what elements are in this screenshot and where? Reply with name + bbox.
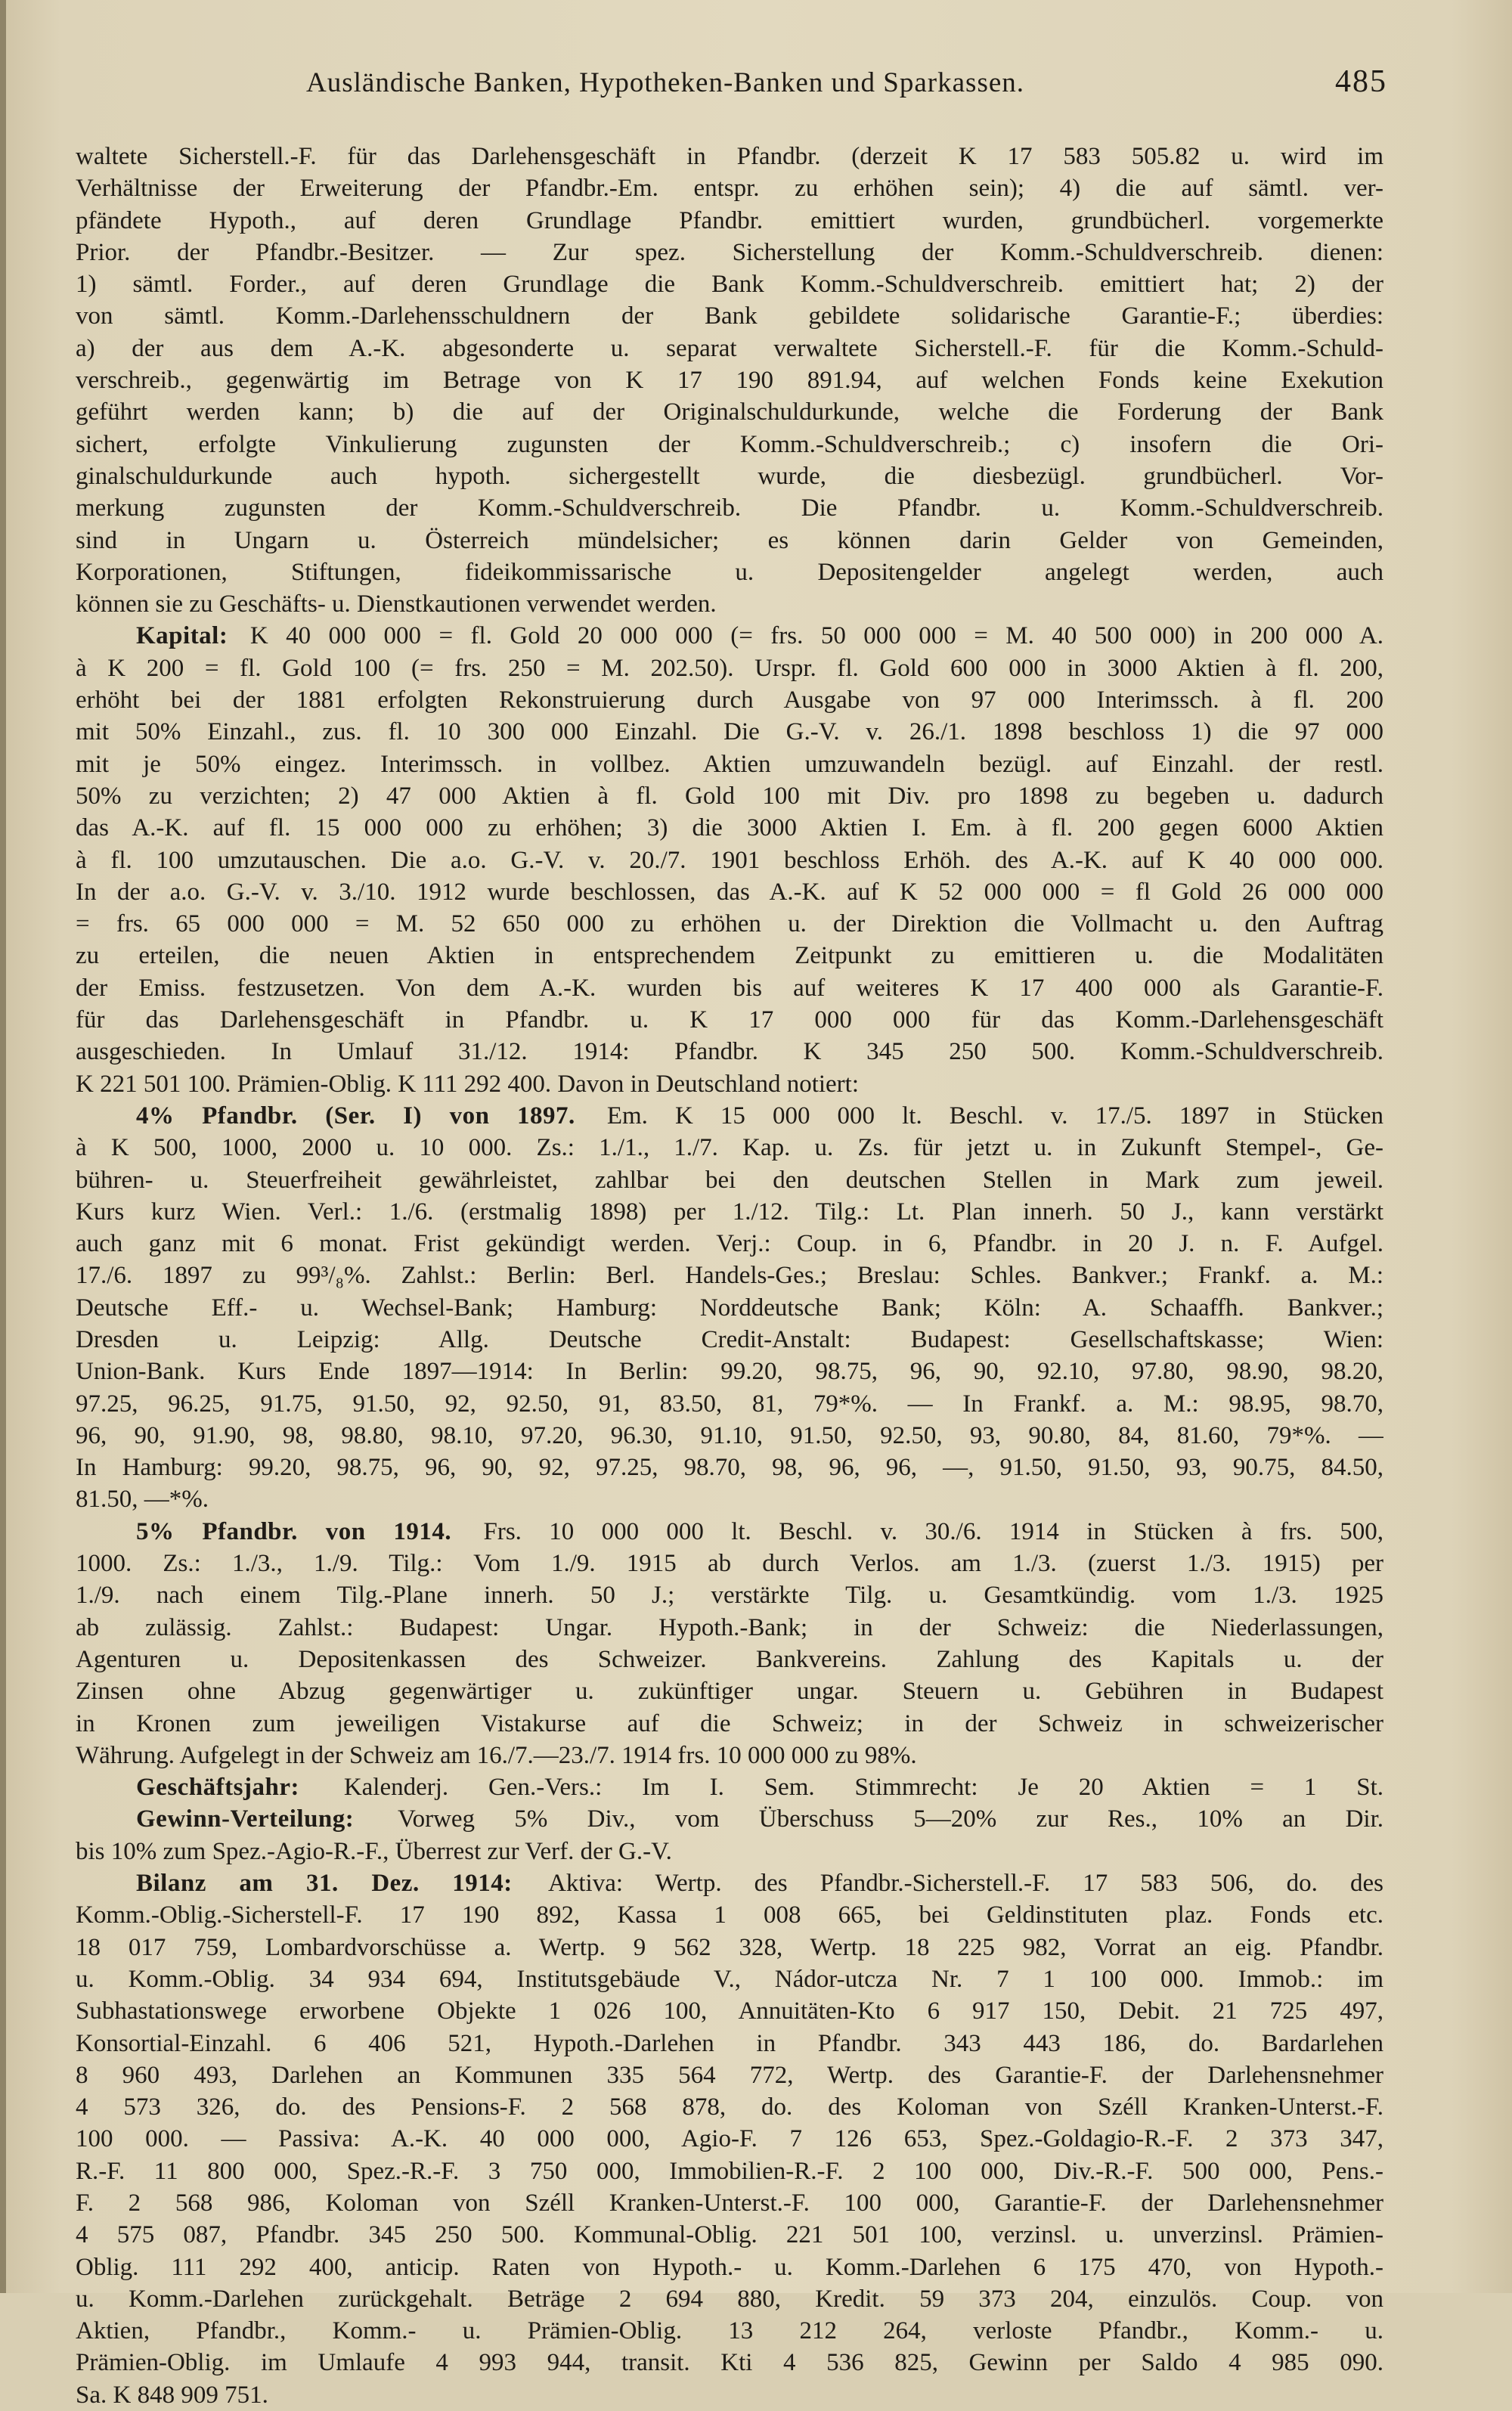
line-text: 1) sämtl. Forder., auf deren Grundlage die Bank Komm.-Schuldverschreib. emittiert hat; 2) der [76, 271, 1383, 299]
text-line [76, 1196, 1383, 1228]
line-text: bis 10% zum Spez.-Agio-R.-F., Überrest zur Verf. der G.-V. [76, 1837, 672, 1865]
text-line [76, 1388, 1383, 1420]
text-line [76, 780, 1383, 812]
line-text: ab zulässig. Zahlst.: Budapest: Ungar. Hypoth.-Bank; in der Schweiz: die Niederlassungen, [76, 1613, 1383, 1641]
line-text: waltete Sicherstell.-F. für das Darlehensgeschäft in Pfandbr. (derzeit K 17 583 505.82 u. wird im [76, 143, 1383, 170]
line-text: ausgeschieden. In Umlauf 31./12. 1914: Pfandbr. K 345 250 500. Komm.-Schuldverschreib. [76, 1038, 1383, 1066]
line-text: R.-F. 11 800 000, Spez.-R.-F. 3 750 000, Immobilien-R.-F. 2 100 000, Div.-R.-F. 500 000, Pens.- [76, 2157, 1383, 2185]
line-text: Korporationen, Stiftungen, fideikommissarische u. Depositengelder angelegt werden, auch [76, 558, 1383, 586]
line-text: mit 50% Einzahl., zus. fl. 10 300 000 Einzahl. Die G.-V. v. 26./1. 1898 beschloss 1) die 97 000 [76, 718, 1383, 746]
text-line [76, 652, 1383, 684]
text-line [76, 2315, 1383, 2347]
line-text: verschreib., gegenwärtig im Betrage von K 17 190 891.94, auf welchen Fonds keine Exekution [76, 367, 1383, 395]
text-line [76, 1324, 1383, 1356]
text-line [76, 429, 1383, 460]
line-text: Verhältnisse der Erweiterung der Pfandbr.-Em. entspr. zu erhöhen sein); 4) die auf sämtl. ver- [76, 175, 1383, 203]
text-line [76, 812, 1383, 844]
line-text: merkung zugunsten der Komm.-Schuldverschreib. Die Pfandbr. u. Komm.-Schuldverschreib. [76, 494, 1383, 522]
text-line [76, 1420, 1383, 1452]
line-text: zu erteilen, die neuen Aktien in entsprechendem Zeitpunkt zu emittieren u. die Modalitäten [76, 942, 1383, 970]
line-text: Em. K 15 000 000 lt. Beschl. v. 17./5. 1897 in Stücken [606, 1102, 1383, 1130]
line-text: In Hamburg: 99.20, 98.75, 96, 90, 92, 97.25, 98.70, 98, 96, 96, —, 91.50, 91.50, 93, 90.75, 84.50, [76, 1454, 1383, 1482]
text-line [76, 2155, 1383, 2187]
line-text: 17./6. 1897 zu 99³/₈%. Zahlst.: Berlin: Berl. Handels-Ges.; Breslau: Schles. Bankver.; Frankf. a. M.: [76, 1262, 1383, 1290]
text-line [76, 1579, 1383, 1611]
text-line [76, 2028, 1383, 2059]
text-line [76, 2379, 1383, 2411]
text-line [76, 172, 1383, 204]
section-lead: 4% Pfandbr. (Ser. I) von 1897. [136, 1102, 575, 1130]
line-text: à K 500, 1000, 2000 u. 10 000. Zs.: 1./1., 1./7. Kap. u. Zs. für jetzt u. in Zukunft Stempel-, Ge- [76, 1134, 1383, 1162]
text-line [76, 525, 1383, 556]
line-text: u. Komm.-Oblig. 34 934 694, Institutsgebäude V., Nádor-utcza Nr. 7 1 100 000. Immob.: im [76, 1965, 1383, 1993]
text-line [76, 396, 1383, 428]
text-line [76, 2059, 1383, 2091]
text-line [76, 2187, 1383, 2219]
line-text: Dresden u. Leipzig: Allg. Deutsche Credit-Anstalt: Budapest: Gesellschaftskasse; Wien: [76, 1325, 1383, 1353]
line-text: K 221 501 100. Prämien-Oblig. K 111 292 400. Davon in Deutschland notiert: [76, 1070, 860, 1098]
line-text: pfändete Hypoth., auf deren Grundlage Pfandbr. emittiert wurden, grundbücherl. vorgemerkte [76, 206, 1383, 234]
line-text: sichert, erfolgte Vinkulierung zugunsten der Komm.-Schuldverschreib.; c) insofern die Ori- [76, 430, 1383, 458]
line-text: In der a.o. G.-V. v. 3./10. 1912 wurde beschlossen, das A.-K. auf K 52 000 000 = fl Gold 26 000 000 [76, 878, 1383, 906]
line-text: das A.-K. auf fl. 15 000 000 zu erhöhen; 3) die 3000 Aktien I. Em. à fl. 200 gegen 6000 Aktien [76, 814, 1383, 842]
line-text: geführt werden kann; b) die auf der Originalschuldurkunde, welche die Forderung der Bank [76, 398, 1383, 426]
text-line [76, 1036, 1383, 1068]
line-text: Union-Bank. Kurs Ende 1897—1914: In Berlin: 99.20, 98.75, 96, 90, 92.10, 97.80, 98.90, 98.20, [76, 1358, 1383, 1386]
section-lead: Gewinn-Verteilung: [136, 1805, 355, 1833]
line-text: Aktien, Pfandbr., Komm.- u. Prämien-Oblig. 13 212 264, verloste Pfandbr., Komm.- u. [76, 2317, 1383, 2345]
line-text: 4 575 087, Pfandbr. 345 250 500. Kommunal-Oblig. 221 501 100, verzinsl. u. unverzinsl. Prämien- [76, 2221, 1383, 2249]
text-line [76, 1644, 1383, 1675]
text-line [76, 1899, 1383, 1931]
text-line [76, 1612, 1383, 1644]
text-line [76, 1836, 1383, 1867]
line-text: 96, 90, 91.90, 98, 98.80, 98.10, 97.20, 96.30, 91.10, 91.50, 92.50, 93, 90.80, 84, 81.60, 79*%. — [76, 1421, 1383, 1449]
text-line [76, 1932, 1383, 1963]
text-line [76, 620, 1383, 652]
text-line [76, 2091, 1383, 2123]
line-text: Kalenderj. Gen.-Vers.: Im I. Sem. Stimmrecht: Je 20 Aktien = 1 St. [343, 1774, 1383, 1802]
text-line [76, 972, 1383, 1004]
text-line [76, 940, 1383, 972]
line-text: auch ganz mit 6 monat. Frist gekündigt werden. Verj.: Coup. in 6, Pfandbr. in 20 J. n. F. Aufgel. [76, 1230, 1383, 1258]
line-text: 1000. Zs.: 1./3., 1./9. Tilg.: Vom 1./9. 1915 ab durch Verlos. am 1./3. (zuerst 1./3. 1915) per [76, 1550, 1383, 1578]
running-title: Ausländische Banken, Hypotheken-Banken und Sparkassen. [306, 67, 1025, 98]
line-text: à fl. 100 umzutauschen. Die a.o. G.-V. v. 20./7. 1901 beschloss Erhöh. des A.-K. auf K 40 000 000. [76, 846, 1383, 874]
line-text: 50% zu verzichten; 2) 47 000 Aktien à fl. Gold 100 mit Div. pro 1898 zu begeben u. dadurch [76, 782, 1383, 810]
text-line [76, 1867, 1383, 1899]
text-line [76, 1963, 1383, 1995]
line-text: sind in Ungarn u. Österreich mündelsicher; es können darin Gelder von Gemeinden, [76, 526, 1383, 554]
text-line [76, 1548, 1383, 1579]
text-line [76, 300, 1383, 332]
text-line [76, 1068, 1383, 1100]
text-line [76, 1132, 1383, 1164]
line-text: Konsortial-Einzahl. 6 406 521, Hypoth.-Darlehen in Pfandbr. 343 443 186, do. Bardarlehen [76, 2029, 1383, 2057]
page-number: 485 [1335, 64, 1387, 99]
text-line [76, 268, 1383, 300]
text-line [76, 2123, 1383, 2155]
line-text: 81.50, —*%. [76, 1486, 209, 1514]
line-text: u. Komm.-Darlehen zurückgehalt. Beträge 2 694 880, Kredit. 59 373 204, einzulös. Coup. von [76, 2285, 1383, 2313]
text-line [76, 492, 1383, 524]
text-line [76, 908, 1383, 940]
line-text: Subhastationswege erworbene Objekte 1 026 100, Annuitäten-Kto 6 917 150, Debit. 21 725 497, [76, 1997, 1383, 2025]
line-text: Deutsche Eff.- u. Wechsel-Bank; Hamburg: Norddeutsche Bank; Köln: A. Schaaffh. Bankver.; [76, 1294, 1383, 1322]
section-lead: Geschäftsjahr: [136, 1774, 299, 1802]
line-text: können sie zu Geschäfts- u. Dienstkautionen verwendet werden. [76, 590, 717, 618]
text-line [76, 2283, 1383, 2315]
text-line [76, 716, 1383, 748]
text-line [76, 2251, 1383, 2283]
line-text: Aktiva: Wertp. des Pfandbr.-Sicherstell.-F. 17 583 506, do. des [548, 1870, 1383, 1898]
section-lead: 5% Pfandbr. von 1914. [136, 1517, 452, 1545]
text-line [76, 141, 1383, 172]
line-text: Sa. K 848 909 751. [76, 2381, 268, 2409]
line-text: von sämtl. Komm.-Darlehensschuldnern der Bank gebildete solidarische Garantie-F.; überdies: [76, 302, 1383, 330]
text-line [76, 1100, 1383, 1132]
text-line [76, 1675, 1383, 1707]
text-line [76, 1452, 1383, 1483]
line-text: 1./9. nach einem Tilg.-Plane innerh. 50 J.; verstärkte Tilg. u. Gesamtkündig. vom 1./3. 1925 [76, 1582, 1383, 1610]
line-text: Vorweg 5% Div., vom Überschuss 5—20% zur Res., 10% an Dir. [398, 1805, 1383, 1833]
text-line [76, 333, 1383, 364]
line-text: = frs. 65 000 000 = M. 52 650 000 zu erhöhen u. der Direktion die Vollmacht u. den Auftrag [76, 910, 1383, 938]
text-line [76, 2347, 1383, 2378]
line-text: Komm.-Oblig.-Sicherstell-F. 17 190 892, Kassa 1 008 665, bei Geldinstituten plaz. Fonds etc. [76, 1901, 1383, 1929]
text-line [76, 1228, 1383, 1260]
line-text: mit je 50% eingez. Interimssch. in vollbez. Aktien umzuwandeln bezügl. auf Einzahl. der restl. [76, 750, 1383, 778]
line-text: Zinsen ohne Abzug gegenwärtiger u. zukünftiger ungar. Steuern u. Gebühren in Budapest [76, 1678, 1383, 1706]
text-line [76, 1516, 1383, 1548]
section-lead: Kapital: [136, 622, 228, 650]
page-edge [0, 0, 6, 2293]
text-line [76, 876, 1383, 908]
line-text: 100 000. — Passiva: A.-K. 40 000 000, Agio-F. 7 126 653, Spez.-Goldagio-R.-F. 2 373 347, [76, 2125, 1383, 2153]
text-line [76, 844, 1383, 876]
text-line [76, 205, 1383, 237]
line-text: für das Darlehensgeschäft in Pfandbr. u. K 17 000 000 für das Komm.-Darlehensgeschäft [76, 1006, 1383, 1034]
text-line [76, 1356, 1383, 1387]
text-line [76, 748, 1383, 780]
line-text: Prämien-Oblig. im Umlaufe 4 993 944, transit. Kti 4 536 825, Gewinn per Saldo 4 985 090. [76, 2349, 1383, 2377]
text-line [76, 1995, 1383, 2027]
line-text: Oblig. 111 292 400, anticip. Raten von Hypoth.- u. Komm.-Darlehen 6 175 470, von Hypoth.- [76, 2253, 1383, 2281]
text-line [76, 1004, 1383, 1036]
text-line [76, 556, 1383, 588]
line-text: a) der aus dem A.-K. abgesonderte u. separat verwaltete Sicherstell.-F. für die Komm.-Schuld- [76, 334, 1383, 362]
line-text: in Kronen zum jeweiligen Vistakurse auf die Schweiz; in der Schweiz in schweizerischer [76, 1709, 1383, 1737]
text-line [76, 364, 1383, 396]
text-line [76, 1164, 1383, 1196]
line-text: Frs. 10 000 000 lt. Beschl. v. 30./6. 1914 in Stücken à frs. 500, [483, 1517, 1383, 1545]
section-lead: Bilanz am 31. Dez. 1914: [136, 1870, 513, 1898]
text-line [76, 1740, 1383, 1771]
text-line [76, 1260, 1383, 1291]
line-text: Währung. Aufgelegt in der Schweiz am 16./7.—23./7. 1914 frs. 10 000 000 zu 98%. [76, 1741, 917, 1769]
text-line [76, 2219, 1383, 2251]
line-text: Prior. der Pfandbr.-Besitzer. — Zur spez. Sicherstellung der Komm.-Schuldverschreib. dienen: [76, 238, 1383, 266]
text-line [76, 237, 1383, 268]
line-text: ginalschuldurkunde auch hypoth. sichergestellt wurde, die diesbezügl. grundbücherl. Vor- [76, 462, 1383, 490]
line-text: 97.25, 96.25, 91.75, 91.50, 92, 92.50, 91, 83.50, 81, 79*%. — In Frankf. a. M.: 98.95, 98.70, [76, 1390, 1383, 1418]
line-text: der Emiss. festzusetzen. Von dem A.-K. wurden bis auf weiteres K 17 400 000 als Garantie-F. [76, 974, 1383, 1002]
text-line [76, 1292, 1383, 1324]
line-text: 4 573 326, do. des Pensions-F. 2 568 878, do. des Koloman von Széll Kranken-Unterst.-F. [76, 2093, 1383, 2121]
line-text: 18 017 759, Lombardvorschüsse a. Wertp. 9 562 328, Wertp. 18 225 982, Vorrat an eig. Pfandbr. [76, 1933, 1383, 1961]
line-text: bühren- u. Steuerfreiheit gewährleistet, zahlbar bei den deutschen Stellen in Mark zum jeweil. [76, 1166, 1383, 1194]
line-text: erhöht bei der 1881 erfolgten Rekonstruierung durch Ausgabe von 97 000 Interimssch. à fl. 200 [76, 686, 1383, 714]
line-text: 8 960 493, Darlehen an Kommunen 335 564 772, Wertp. des Garantie-F. der Darlehensnehmer [76, 2061, 1383, 2089]
line-text: Kurs kurz Wien. Verl.: 1./6. (erstmalig 1898) per 1./12. Tilg.: Lt. Plan innerh. 50 J., kann verstärkt [76, 1198, 1383, 1226]
line-text: à K 200 = fl. Gold 100 (= frs. 250 = M. 202.50). Urspr. fl. Gold 600 000 in 3000 Aktien à fl. 200, [76, 654, 1383, 682]
page-header [253, 64, 1387, 112]
text-line [76, 460, 1383, 492]
line-text: K 40 000 000 = fl. Gold 20 000 000 (= frs. 50 000 000 = M. 40 500 000) in 200 000 A. [249, 622, 1383, 650]
text-line [76, 1708, 1383, 1740]
line-text: Agenturen u. Depositenkassen des Schweizer. Bankvereins. Zahlung des Kapitals u. der [76, 1645, 1383, 1673]
document-body [76, 141, 1383, 2411]
text-line [76, 684, 1383, 716]
line-text: F. 2 568 986, Koloman von Széll Kranken-Unterst.-F. 100 000, Garantie-F. der Darlehensnehmer [76, 2189, 1383, 2217]
text-line [76, 1483, 1383, 1515]
text-line [76, 588, 1383, 620]
text-line [76, 1803, 1383, 1835]
text-line [76, 1771, 1383, 1803]
